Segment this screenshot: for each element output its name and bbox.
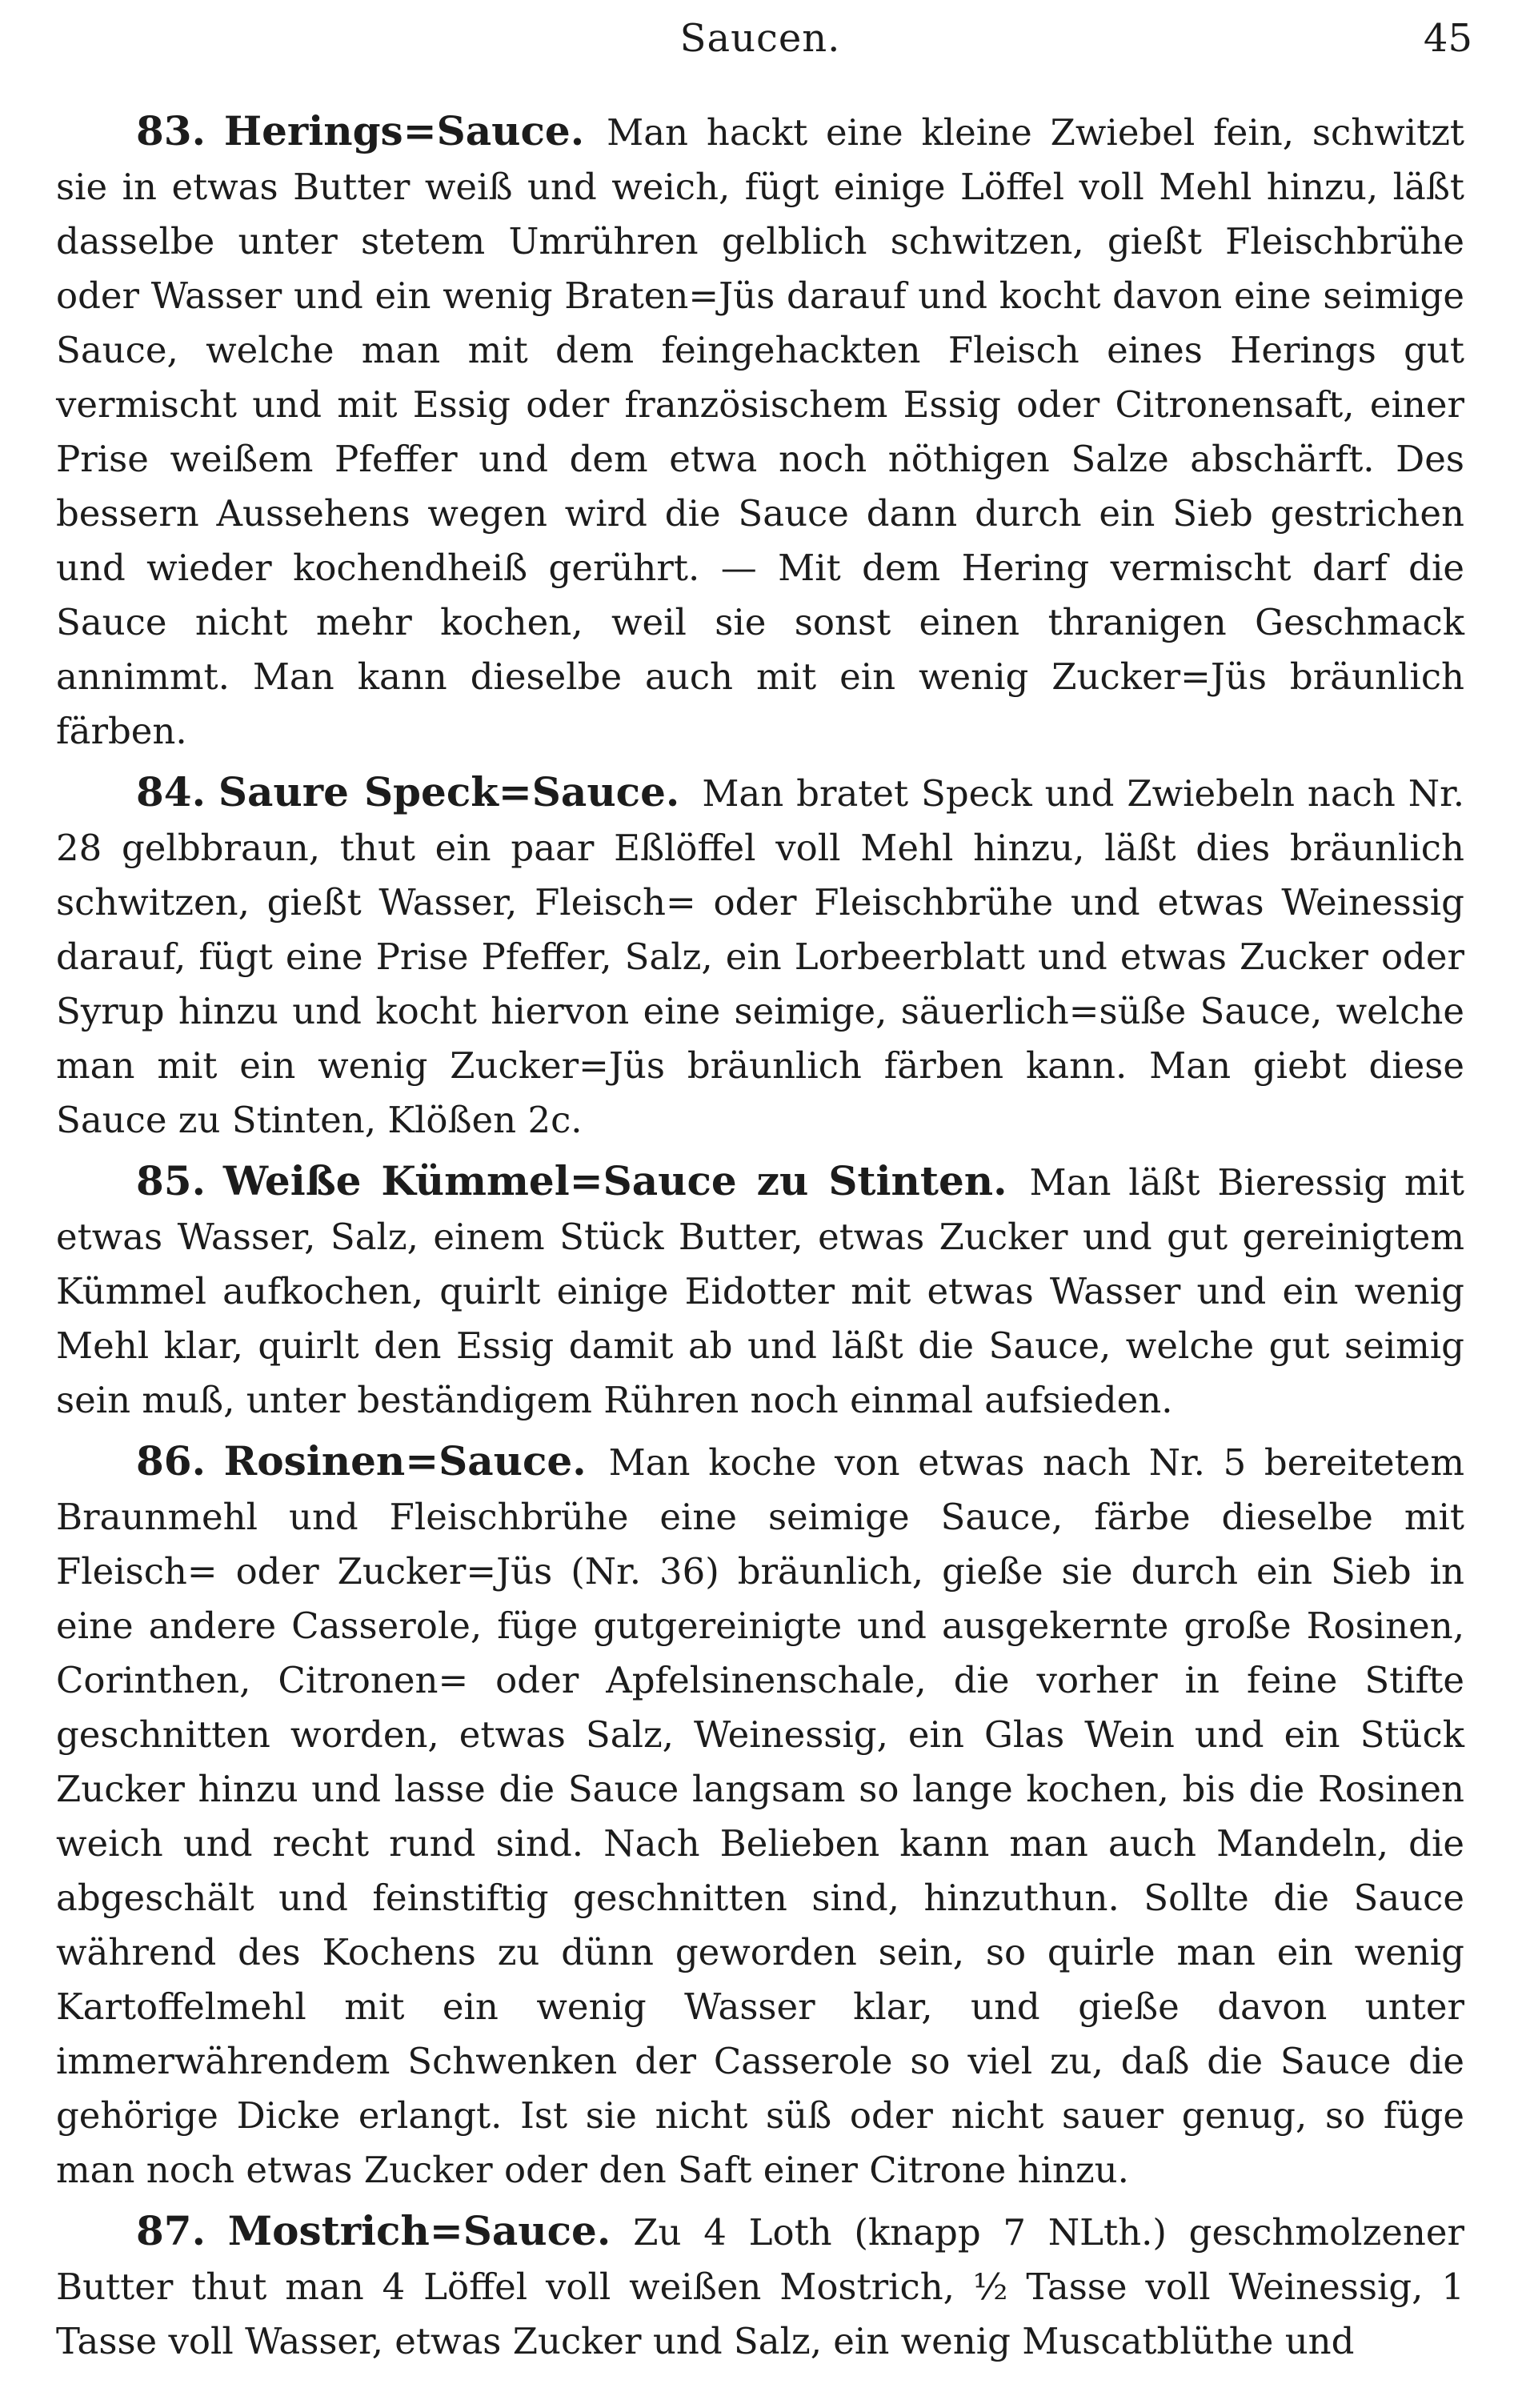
- recipe-title: Mostrich=Sauce.: [227, 2207, 611, 2254]
- recipe-83: [56, 104, 1464, 759]
- recipe-number: 83.: [136, 107, 206, 154]
- running-title: Saucen.: [679, 16, 841, 61]
- recipe-text: Zu 4 Loth (knapp 7 NLth.) geschmolzener Butter thut man 4 Löffel voll weißen Mostrich, ½ Tasse voll Weinessig, 1 Tasse voll Wasser, etwas Zucker und Salz, ein wenig Muscatblüthe und: [56, 2211, 1465, 2362]
- recipe-86: [56, 1434, 1464, 2198]
- page-number: 45: [1423, 16, 1472, 61]
- recipe-text: Man koche von etwas nach Nr. 5 bereitetem Braunmehl und Fleischbrühe eine seimige Sauce, färbe dieselbe mit Fleisch= oder Zucker=Jüs (Nr. 36) bräunlich, gieße sie durch ein Sieb in eine andere Casserole, füge gutgereinigte und ausgekernte große Rosinen, Corinthen, Citronen= oder Apfelsinenschale, die vorher in feine Stifte geschnitten worden, etwas Salz, Weinessig, ein Glas Wein und ein Stück Zucker hinzu und lasse die Sauce langsam so lange kochen, bis die Rosinen weich und recht rund sind. Nach Belieben kann man auch Mandeln, die abgeschält und feinstiftig geschnitten sind, hinzuthun. Sollte die Sauce während des Kochens zu dünn geworden sein, so quirle man ein wenig Kartoffelmehl mit ein wenig Wasser klar, und gieße davon unter immerwährendem Schwenken der Casserole so viel zu, daß die Sauce die gehörige Dicke erlangt. Ist sie nicht süß oder nicht sauer genug, so füge man noch etwas Zucker oder den Saft einer Citrone hinzu.: [56, 1441, 1464, 2191]
- recipe-85: [56, 1154, 1464, 1428]
- recipe-title: Weiße Kümmel=Sauce zu Stinten.: [222, 1157, 1007, 1204]
- recipe-title: Herings=Sauce.: [223, 107, 585, 154]
- recipe-84: [56, 765, 1464, 1148]
- book-page: [56, 16, 1472, 2375]
- recipe-title: Rosinen=Sauce.: [223, 1437, 587, 1484]
- recipe-87: [56, 2204, 1464, 2369]
- recipe-text: Man hackt eine kleine Zwiebel fein, schwitzt sie in etwas Butter weiß und weich, fügt einige Löffel voll Mehl hinzu, läßt dasselbe unter stetem Umrühren gelblich schwitzen, gießt Fleischbrühe oder Wasser und ein wenig Braten=Jüs darauf und kocht davon eine seimige Sauce, welche man mit dem feingehackten Fleisch eines Herings gut vermischt und mit Essig oder französischem Essig oder Citronensaft, einer Prise weißem Pfeffer und dem etwa noch nöthigen Salze abschärft. Des bessern Aussehens wegen wird die Sauce dann durch ein Sieb gestrichen und wieder kochendheiß gerührt. — Mit dem Hering vermischt darf die Sauce nicht mehr kochen, weil sie sonst einen thranigen Geschmack annimmt. Man kann dieselbe auch mit ein wenig Zucker=Jüs bräunlich färben.: [56, 111, 1464, 752]
- page-header: [56, 16, 1472, 72]
- recipe-title: Saure Speck=Sauce.: [218, 768, 680, 815]
- recipe-text: Man bratet Speck und Zwiebeln nach Nr. 28 gelbbraun, thut ein paar Eßlöffel voll Mehl hinzu, läßt dies bräunlich schwitzen, gießt Wasser, Fleisch= oder Fleischbrühe und etwas Weinessig darauf, fügt eine Prise Pfeffer, Salz, ein Lorbeerblatt und etwas Zucker oder Syrup hinzu und kocht hiervon eine seimige, säuerlich=süße Sauce, welche man mit ein wenig Zucker=Jüs bräunlich färben kann. Man giebt diese Sauce zu Stinten, Klößen 2c.: [56, 772, 1464, 1141]
- recipe-number: 84.: [136, 768, 206, 815]
- recipe-number: 87.: [136, 2207, 206, 2254]
- recipe-text: Man läßt Bieressig mit etwas Wasser, Salz, einem Stück Butter, etwas Zucker und gut gereinigtem Kümmel aufkochen, quirlt einige Eidotter mit etwas Wasser und ein wenig Mehl klar, quirlt den Essig damit ab und läßt die Sauce, welche gut seimig sein muß, unter beständigem Rühren noch einmal aufsieden.: [56, 1161, 1464, 1421]
- recipe-number: 85.: [136, 1157, 206, 1204]
- recipe-number: 86.: [136, 1437, 206, 1484]
